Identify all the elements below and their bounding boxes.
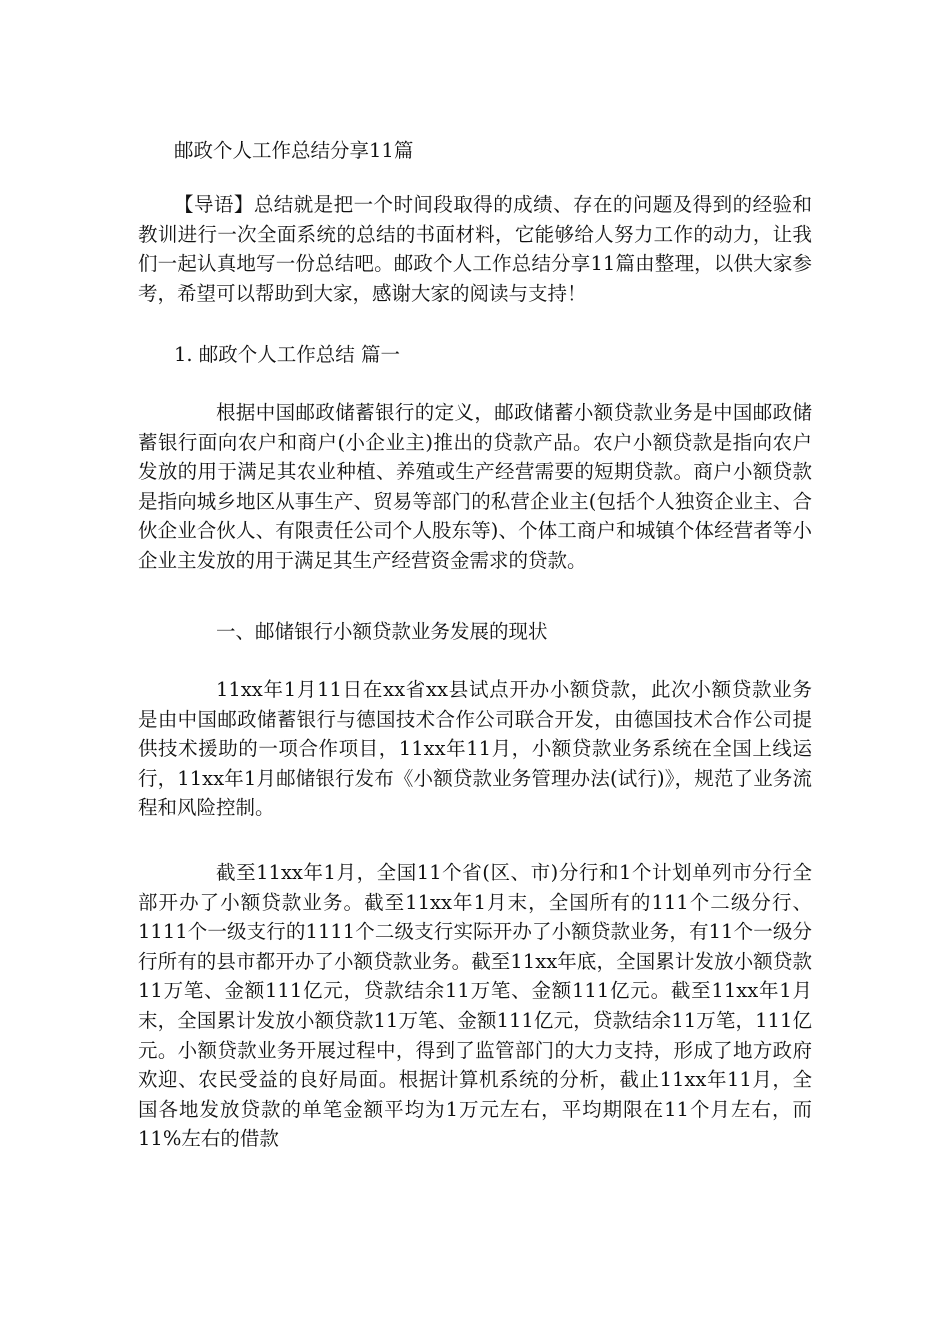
paragraph-definition: 根据中国邮政储蓄银行的定义，邮政储蓄小额贷款业务是中国邮政储蓄银行面向农户和商户(小企业主)推出的贷款产品。农户小额贷款是指向农户发放的用于满足其农业种植、养殖或生产经营需要的短期贷款。商户小额贷款是指向城乡地区从事生产、贸易等部门的私营企业主(包括个人独资企业主、合伙企业合伙人、有限责任公司个人股东等)、个体工商户和城镇个体经营者等小企业主发放的用于满足其生产经营资金需求的贷款。 bbox=[138, 401, 812, 572]
document-title: 邮政个人工作总结分享11篇 bbox=[174, 139, 414, 162]
paragraph-statistics: 截至11xx年1月，全国11个省(区、市)分行和1个计划单列市分行全部开办了小额贷款业务。截至11xx年1月末，全国所有的111个二级分行、1111个一级支行的1111个二级支行实际开办了小额贷款业务，有11个一级分行所有的县市都开办了小额贷款业务。截至11xx年底，全国累计发放小额贷款11万笔、金额111亿元，贷款结余11万笔、金额111亿元。截至11xx年1月末，全国累计发放小额贷款11万笔、金额111亿元，贷款结余11万笔，111亿元。小额贷款业务开展过程中，得到了监管部门的大力支持，形成了地方政府欢迎、农民受益的良好局面。根据计算机系统的分析，截止11xx年11月，全国各地发放贷款的单笔金额平均为1万元左右，平均期限在11个月左右，而11%左右的借款 bbox=[138, 861, 812, 1151]
intro-text: 总结就是把一个时间段取得的成绩、存在的问题及得到的经验和教训进行一次全面系统的总结的书面材料，它能够给人努力工作的动力，让我们一起认真地写一份总结吧。邮政个人工作总结分享11篇由整理，以供大家参考，希望可以帮助到大家，感谢大家的阅读与支持！ bbox=[138, 193, 812, 305]
section-heading: 1. 邮政个人工作总结 篇一 bbox=[174, 343, 401, 366]
subheading-status: 一、邮储银行小额贷款业务发展的现状 bbox=[216, 620, 548, 643]
intro-label: 【导语】 bbox=[174, 193, 254, 216]
paragraph-history: 11xx年1月11日在xx省xx县试点开办小额贷款，此次小额贷款业务是由中国邮政储蓄银行与德国技术合作公司联合开发，由德国技术合作公司提供技术援助的一项合作项目，11xx年11月，小额贷款业务系统在全国上线运行，11xx年1月邮储银行发布《小额贷款业务管理办法(试行)》，规范了业务流程和风险控制。 bbox=[138, 678, 812, 820]
intro-paragraph bbox=[138, 190, 812, 308]
